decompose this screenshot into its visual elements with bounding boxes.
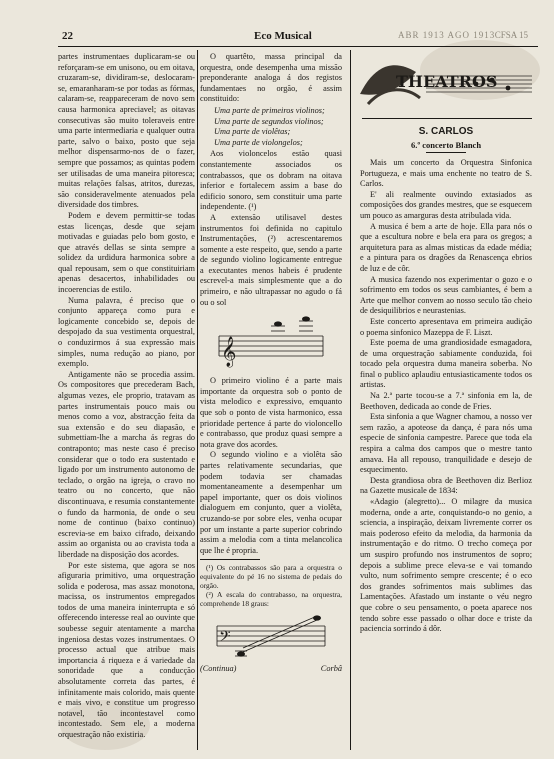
continuation-row — [200, 664, 342, 676]
paragraph: O quartêto, massa principal da orquestra, onde desempenha uma missão preponderante analoga á dos registos fundamentaes no orgão, é assim constituido: — [200, 52, 342, 104]
issue-stamp: CFSA 15 — [494, 30, 528, 40]
paragraph: Mais um concerto da Orquestra Sinfonica Portugueza, e mais uma enchente no teatro de S. Carlos. — [360, 158, 532, 189]
article-column-1 — [58, 52, 195, 741]
date-stamp: ABR 1913 AGO 1913 — [398, 30, 496, 40]
footnote: (¹) Os contrabassos são para a orquestra o equivalente do pé 16 no sistema de pedais do orgão. — [200, 563, 342, 591]
publication-title: Eco Musical — [254, 30, 312, 42]
paragraph: E' ali realmente ouvindo extasiados as composições dos grandes mestres, que se esquecem um pouco as amarguras desta atribulada vida. — [360, 189, 532, 220]
paragraph: A extensão utilisavel destes instrumentos foi definida no capitulo Instrumentações, (²) acrescentaremos somente a este respeito, que, sendo a parte de segundo violino logicamente entregue a executantes menos habeis é prudente escrevel-a mais simplesmente que a do primeiro, e não ultrapassar no agudo o fá ou o sol — [200, 212, 342, 307]
section-title: S. CARLOS — [418, 126, 474, 137]
column-divider — [350, 50, 351, 750]
list-item: Uma parte de primeiros violinos; — [214, 105, 325, 115]
author-signature: Corbâ — [320, 664, 342, 674]
paragraph: Este concerto apresentava em primeira audição o poema sinfonico Mazeppa de F. Liszt. — [360, 316, 532, 337]
paragraph: «Adagio (alegretto)... O milagre da musica moderna, onde a arte, conquistando-o no genio, a sciencia, a inspiração, deixam livremente correr os mais poderoso efeito da melodia, da harmonia da instrumentação e do ritmo. O trecho começa por um suspiro profundo nos instrumentos de sopro; depois a sublime prece eleva-se e vai tomando vulto, num sofrimento sempre crescente; é o eco dos grandes sofrimentos mais sublimes das Lamentações. Afastado um instante o véu negro que cobre o seu pensamento, o poeta aparece nos tendo sobre esse passado o olhar doce e triste da paciencia sorrindo á dôr. — [360, 497, 532, 634]
banner-text: THEATROS — [396, 72, 498, 91]
footnotes — [200, 563, 342, 608]
article-column-3 — [360, 158, 532, 635]
article-subhead: 6.º concerto Blanch — [410, 140, 482, 150]
theatros-banner — [356, 54, 534, 112]
paragraph: partes instrumentaes duplicaram-se ou reforçaram-se em unisono, ou em oitava, cruzaram-se, dividiram-se, deslocaram-se, emaranharam-se por todas as fórmas, calaram-se, reappareceram de novo sem causa harmonica apreciavel; as oitavas consecutivas são muito toleraveis entre uma parte intermediaria e qualquer outra parte, salvo o baixo, posto que seja melhor dispensarmo-nos de o fazer, sempre que possamos; as quintas podem ser utilisadas de uma maneira pitoresca; muitas relações falsas, atritos, durezas, são consideravelmente atenuados pela diversidade dos timbres. — [58, 52, 195, 210]
paragraph: Na 2.ª parte tocou-se a 7.ª sinfonia em la, de Beethoven, dedicada ao conde de Fries. — [360, 391, 532, 411]
paragraph: Numa palavra, é preciso que o conjunto appareça como pura e logicamente concebido se, depois de despojado da sua vestimenta orquestral, o conduzirmos á sua expressão mais simples, numa redução ao piano, por exemplo. — [58, 295, 195, 369]
paragraph: Aos violoncelos estão quasi constantemente associados os contrabassos, que os dobram na oitava inferior e fortalecem assim a base do edificio sonoro, sem constituir uma parte independente. (¹) — [200, 149, 342, 212]
header-rule — [58, 46, 538, 47]
paragraph: O segundo violino e a violêta são partes relativamente secundarias, que podem todavia ser chamadas momentaneamente a desempenhar um papel importante, quer os dois violinos dialoguem em conjunto, quer a violêta, cruzando-se por sobre eles, venha ocupar por um instante a parte superior cobrindo assim a melodia com a tinta melancolica que lhe é propria. — [200, 450, 342, 555]
subhead-rule — [426, 152, 466, 153]
continued-label: (Continua) — [200, 664, 237, 674]
page-header — [58, 30, 536, 44]
list-item: Uma parte de violongelos; — [214, 137, 303, 147]
footnote-rule — [200, 559, 260, 560]
music-staff-violin — [211, 314, 331, 370]
footnote: (²) A escala do contrabasso, na orquestra, comprehende 18 graus: — [200, 590, 342, 609]
paragraph: Esta sinfonia a que Wagner chamou, a nosso ver sem razão, a apoteose da dança, é para nós uma especie de sinfonia campestre. Parece que toda ela respira a calma dos campos que o mestre tanto amava. Ha all repouso, tranquilidade e desejo de esquecimento. — [360, 412, 532, 475]
paragraph: Desta grandiosa obra de Beethoven diz Berlioz na Gazette musicale de 1834: — [360, 475, 532, 496]
paragraph: Por este sistema, que agora se nos afiguraria primitivo, uma orquestração solida e poderosa, mas assaz monotona, macissa, os instrumentos empregados todos de uma maneira ininterrupta e só offerecendo interesse real ao ouvinte que soubesse seguir atentamente a marcha ingeniosa destas vozes instrumentaes. O processo actual que atribue mais importancia á riqueza e á variedade da sonoridade que a conducção absolutamente correta das partes, é infinitamente mais colorido, mais quente e mais vivo, e constitue um progresso notavel, tão incontestavel como incontestado. Sem ele, a moderna orquestração não existiria. — [58, 560, 195, 739]
paragraph: O primeiro violino é a parte mais importante da orquestra sob o ponto de vista melodico e expressivo, emquanto que sob o ponto de vista harmonico, essa prioridade pertence á parte do violoncello e contrabasso, que produz quasi sempre a nota grave dos acordes. — [200, 376, 342, 449]
paragraph: Este poema de uma grandiosidade esmagadora, de uma orquestração sabiamente conduzida, foi tocado pela orquestra duma maneira soberba. No final o publico aplaudiu entusiasticamente todos os artistas. — [360, 338, 532, 390]
list-item: Uma parte de segundos violinos; — [214, 116, 324, 126]
svg-text:𝄞: 𝄞 — [221, 337, 237, 368]
list-item: Uma parte de violêtas; — [214, 127, 291, 137]
music-staff-contrabass — [211, 614, 331, 658]
column-divider — [197, 50, 198, 750]
paragraph: A musica é bem a arte de hoje. Ella para nós o que a escultura nobre e bela era para os gregos; a arquitetura para as almas misticas da edade média; e a pintura para os dragões da Renascença ebrios de luz e de côr. — [360, 221, 532, 273]
paragraph: Podem e devem permittir-se todas estas licenças, desde que sejam motivadas e guiadas pelo bom gosto, e que através dellas se sinta sempre a solidez da urdidura harmonica sobre a qual repousam, sem o que constituiriam apenas desacertos, inhabilidades ou incoerencias de estilo. — [58, 210, 195, 295]
section-rule — [362, 118, 532, 119]
page-number: 22 — [62, 30, 73, 42]
string-parts-list — [200, 106, 342, 148]
svg-text:𝄢: 𝄢 — [219, 628, 231, 650]
paragraph: Antigamente não se procedia assim. Os compositores que precederam Bach, algumas vezes, ele proprio, tratavam as partes instrumentais pouco mais ou menos como a voz, abstracção feita da sua extensão e do seu diapasão, e submettiam-lhe a marcha ás regras do contraponto; mas neste caso é preciso considerar que o todo era sustentado e ligado por um instrumento autonomo de teclado, o orgão na igreja, o cravo no teatro ou no concerto, que não discontinuava, e resumia constantemente o fundo da harmonia, de onde o seu nome de continuo (baixo continuo) escrevia-se em baixo cifrado, deixando assim ao organista ou ao cravista toda a liberdade na disposição dos acordes. — [58, 369, 195, 559]
article-column-2 — [200, 52, 342, 676]
paragraph: A musica fazendo nos experimentar o gozo e o sofrimento em todos os seus cambiantes, é bem a Arte que melhor convem ao nosso seculo tão cheio de desiquilibrios e neurastenias. — [360, 274, 532, 316]
